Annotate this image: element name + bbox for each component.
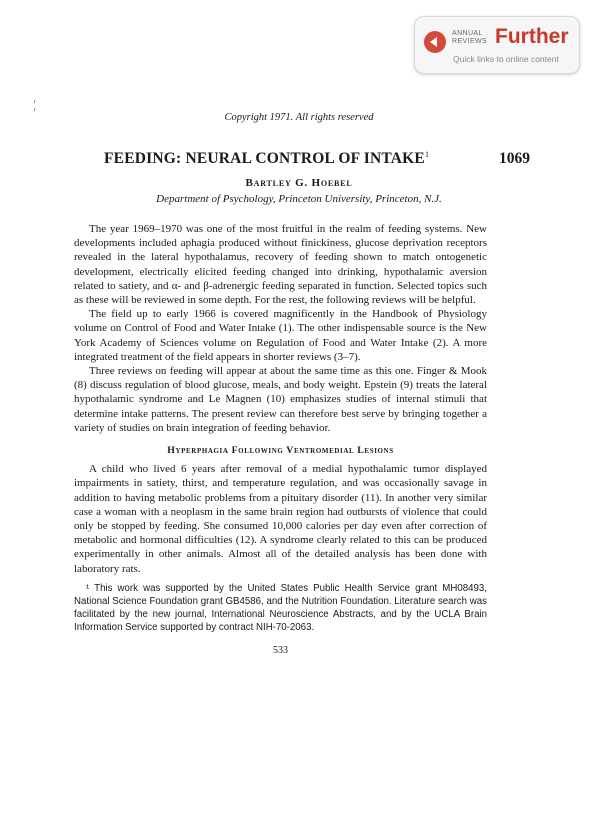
paragraph: Three reviews on feeding will appear at about the same time as this one. Finger & Mook (8) discuss regulation of blood glucose, meals, and body weight. Epstein (9) treats the lateral hypothalamic syndrome and Le Magnen (10) emphasizes studies of internal stimuli that determine intake patterns. The present review can therefore best serve by bringing together a variety of studies on brain integration of feeding behavior.: [74, 365, 487, 434]
annual-reviews-logo-icon: [424, 31, 446, 53]
author-name: Bartley G. Hoebel: [245, 177, 353, 189]
footnote: ¹ This work was supported by the United States Public Health Service grant MH08493, National Science Foundation grant GB4586, and the Nutrition Foundation. Literature search was facilitated by the new journal, International Neuroscience Abstracts, and by the UCLA Brain Information Service supported by contract NIH-70-2063.: [74, 582, 487, 633]
section-heading: Hyperphagia Following Ventromedial Lesions: [167, 445, 394, 457]
title-footnote-marker: 1: [424, 150, 430, 159]
annual-reviews-further-link[interactable]: [414, 16, 580, 74]
annual-reviews-wordmark: ANNUAL REVIEWS: [452, 30, 488, 45]
copyright-notice: Copyright 1971. All rights reserved: [224, 112, 374, 123]
folio: 533: [273, 644, 288, 656]
paragraph: The field up to early 1966 is covered magnificently in the Handbook of Physiology volume on Control of Food and Water Intake (1). The other indispensable source is the New York Academy of Sciences volume on Regulation of Food and Water Intake (2). A more integrated treatment of the field appears in shorter reviews (3–7).: [74, 308, 487, 363]
further-subtitle: Quick links to online content: [453, 54, 559, 64]
further-label: Further: [495, 25, 569, 48]
page-number: 1069: [499, 150, 530, 167]
title-row: [100, 150, 530, 168]
article-body: [74, 222, 487, 658]
article-title: FEEDING: NEURAL CONTROL OF INTAKE$^1$: [104, 150, 430, 168]
paragraph: A child who lived 6 years after removal of a medial hypothalamic tumor displayed impairments in satiety, thirst, and temperature regulation, and was occasionally savage in addition to having metabolic problems from a pituitary disorder (11). In another very similar case a woman with a neoplasm in the same brain region had outbursts of violence that could only be stopped by feeding. She consumed 10,000 calories per day even after correction of metabolic and hormonal difficulties (12). A syndrome clearly related to this can be produced experimentally in other animals. Almost all of the detailed analysis has been done with laboratory rats.: [74, 463, 487, 575]
author-affiliation: Department of Psychology, Princeton University, Princeton, N.J.: [156, 193, 442, 205]
paragraph: The year 1969–1970 was one of the most fruitful in the realm of feeding systems. New developments included aphagia produced without finickiness, glucose deprivation receptors revealed in the lateral hypothalamus, recovery of feeding shown to match ontogenetic development, electrically elicited feeding changed into drinking, hypothalamic aversion related to satiety, and α- and β-adrenergic feeding separated in function. Selected topics such as these will be reviewed in some depth. For the rest, the following reviews will be helpful.: [74, 223, 487, 307]
